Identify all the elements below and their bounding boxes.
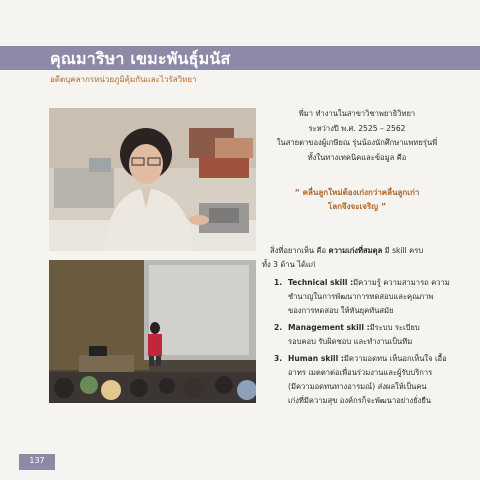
- quote-line: “ คลื่นลูกใหม่ต้องเก่งกว่าคลื่นลูกเก่า: [294, 188, 420, 197]
- skill-text: (มีความอดทนทางอารมณ์) ส่งผลให้เป็นคน: [288, 382, 427, 391]
- skill-line: [288, 276, 462, 290]
- skill-item-technical: [262, 276, 462, 318]
- skill-item-human: [262, 352, 462, 408]
- body-text-span: มี skill ครบ: [382, 246, 424, 255]
- lab-photo-illustration: [49, 108, 256, 251]
- skill-text: รอบคอบ รับผิดชอบ และทำงานเป็นทีม: [288, 337, 413, 346]
- skill-item-management: [262, 321, 462, 349]
- body-text-span: สิ่งที่อยากเห็น คือ: [270, 246, 329, 255]
- skill-text: เก่งที่มีความสุข องค์กรก็จะพัฒนาอย่างยั่งยืน: [288, 396, 432, 405]
- page-subtitle: อดีตบุคลากรหน่วยภูมิคุ้มกันและไวรัสวิทยา: [50, 75, 197, 84]
- lecture-photo-illustration: [49, 260, 256, 403]
- lab-photo: [49, 108, 256, 251]
- page-number: 137: [29, 456, 45, 465]
- body-line-2: ทั้ง 3 ด้าน ได้แก่: [262, 260, 316, 269]
- skill-number: 3.: [274, 354, 283, 363]
- quote: [262, 186, 452, 214]
- skill-text: ของการทดสอบ ให้ทันยุคทันสมัย: [288, 306, 394, 315]
- skill-line: [288, 352, 462, 366]
- skill-text: มีระบบ ระเบียบ: [369, 323, 420, 332]
- skill-number: 1.: [274, 278, 283, 287]
- skill-title: Human skill :: [288, 354, 344, 363]
- lecture-photo: [49, 260, 256, 403]
- quote-line: โลกจึงจะเจริญ ”: [327, 202, 387, 211]
- intro-paragraph: [262, 107, 452, 165]
- skill-text: อาทร เมตตาต่อเพื่อนร่วมงานและผู้รับบริการ: [288, 368, 433, 377]
- skills-list: [262, 276, 462, 408]
- skill-line: [288, 321, 462, 335]
- skill-text: มีความอดทน เห็นอกเห็นใจ เอื้อ: [343, 354, 447, 363]
- page-title: คุณมาริษา เขมะพันธุ์มนัส: [50, 49, 231, 68]
- body-text: [262, 244, 462, 411]
- skill-title: Management skill :: [288, 323, 370, 332]
- skill-text: ชำนาญในการพัฒนาการทดสอบและคุณภาพ: [288, 292, 434, 301]
- intro-line: ในสายตาของผู้เกษียณ รุ่นน้องนักศึกษาแพทยรุ่นพี่: [276, 138, 438, 147]
- skill-text: มีความรู้ ความสามารถ ความ: [353, 278, 450, 287]
- intro-line: ทั้งในทางเทคนิคและข้อมูล คือ: [307, 152, 407, 162]
- intro-line: พี่มา ทำงานในสาขาวิชาพยาธิวิทยา: [298, 109, 416, 118]
- skill-number: 2.: [274, 323, 283, 332]
- body-emphasis: ความเก่งที่สมดุล: [328, 246, 383, 255]
- intro-line: ระหว่างปี พ.ศ. 2525 – 2562: [308, 123, 406, 133]
- skill-title: Technical skill :: [288, 278, 354, 287]
- body-line-1: [262, 244, 462, 258]
